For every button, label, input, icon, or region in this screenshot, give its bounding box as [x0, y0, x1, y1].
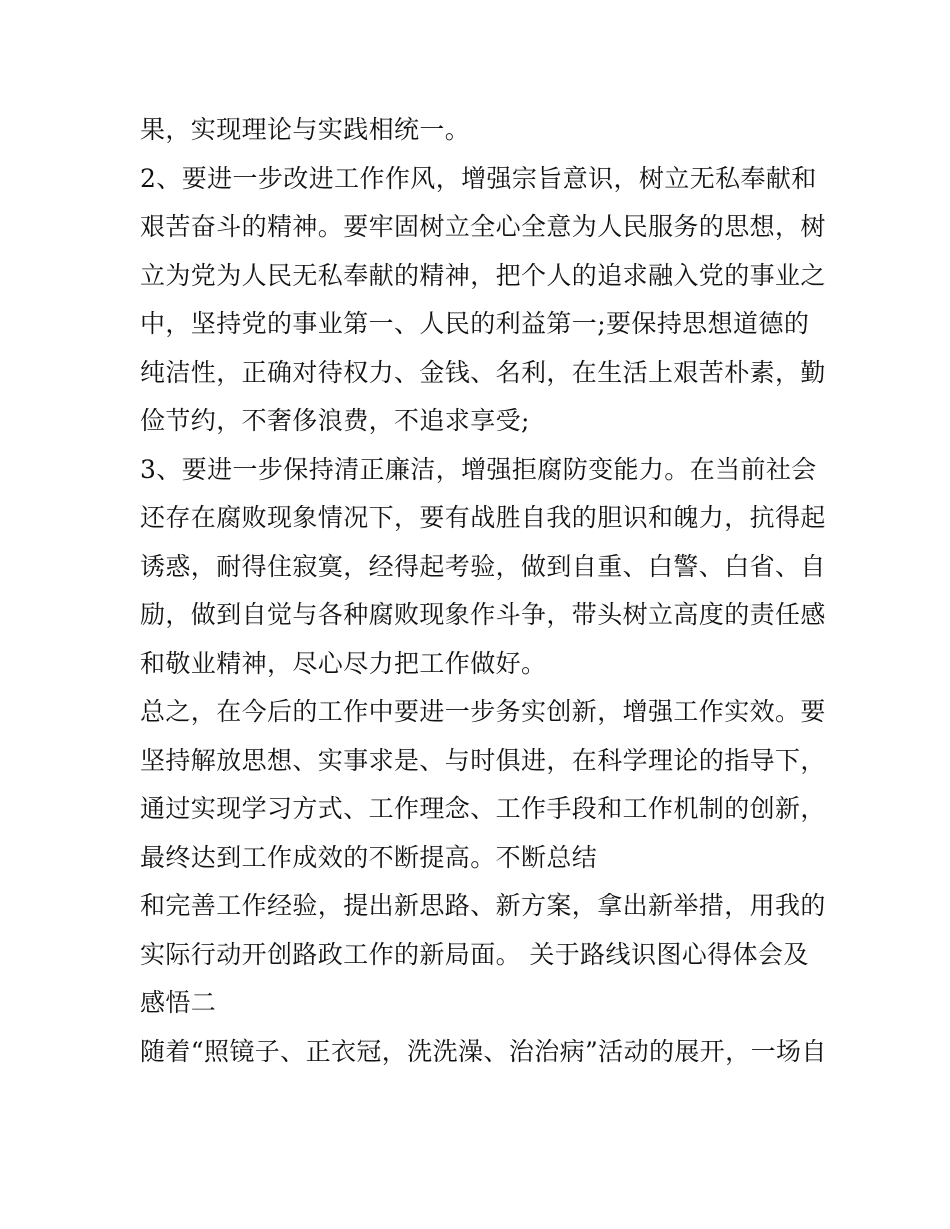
text-line: 感悟二 — [140, 988, 217, 1017]
text-line: 纯洁性，正确对待权力、金钱、名利，在生活上艰苦朴素，勤 — [140, 357, 826, 387]
text-line: 励，做到自觉与各种腐败现象作斗争，带头树立高度的责任感 — [140, 600, 826, 629]
text-line: 最终达到工作成效的不断提高。不断总结 — [140, 842, 598, 872]
text-line: 2、要进一步改进工作作风，增强宗旨意识，树立无私奉献和 — [140, 163, 817, 193]
text-line: 和完善工作经验，提出新思路、新方案，拿出新举措，用我的 — [140, 891, 826, 920]
text-line: 随着“照镜子、正衣冠，洗洗澡、治治病”活动的展开，一场自 — [140, 1036, 827, 1066]
text-line: 和敬业精神，尽心尽力把工作做好。 — [140, 648, 547, 678]
text-line: 坚持解放思想、实事求是、与时俱进，在科学理论的指导下， — [140, 745, 826, 775]
text-line: 俭节约，不奢侈浪费，不追求享受; — [140, 406, 530, 435]
text-line: 立为党为人民无私奉献的精神，把个人的追求融入党的事业之 — [140, 260, 826, 290]
text-line: 果，实现理论与实践相统一。 — [140, 115, 471, 144]
text-line: 艰苦奋斗的精神。要牢固树立全心全意为人民服务的思想，树 — [140, 212, 826, 241]
text-line: 总之，在今后的工作中要进一步务实创新，增强工作实效。要 — [140, 697, 826, 726]
text-line: 诱惑，耐得住寂寞，经得起考验，做到自重、白警、白省、自 — [140, 551, 826, 581]
text-line: 中，坚持党的事业第一、人民的利益第一;要保持思想道德的 — [140, 309, 810, 338]
text-line: 实际行动开创路政工作的新局面。 关于路线识图心得体会及 — [140, 939, 809, 969]
document-body — [140, 106, 830, 1076]
text-line: 还存在腐败现象情况下，要有战胜自我的胆识和魄力，抗得起 — [140, 503, 826, 532]
text-line: 3、要进一步保持清正廉洁，增强拒腐防变能力。在当前社会 — [140, 454, 817, 484]
text-line: 通过实现学习方式、工作理念、工作手段和工作机制的创新， — [140, 794, 826, 823]
